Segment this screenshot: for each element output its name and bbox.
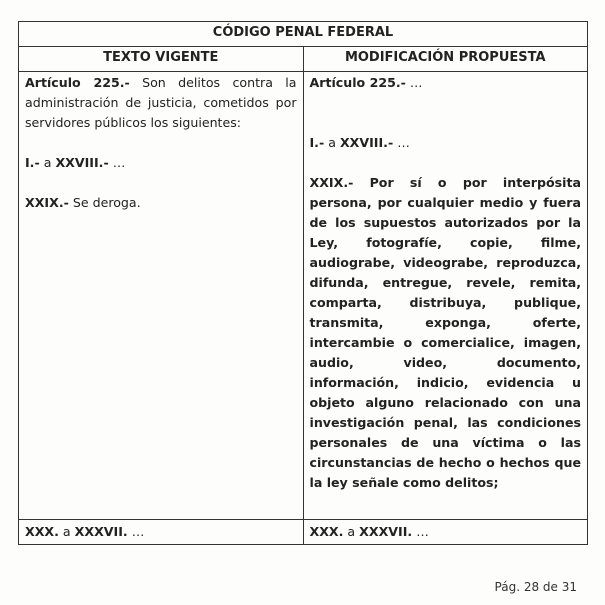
proposed-range-start: I.-: [309, 135, 325, 150]
page-number: Pág. 28 de 31: [494, 580, 577, 594]
proposed-range-mid: a: [324, 135, 340, 150]
current-final-tail: …: [127, 524, 145, 539]
proposed-final-mid: a: [343, 524, 360, 539]
current-article-text: Son delitos contra la administración de justicia, cometidos por servidores públicos los siguientes:: [25, 75, 297, 130]
proposed-final-tail: …: [412, 524, 429, 539]
current-xxix-text: Se deroga.: [68, 195, 141, 210]
proposed-final-end: XXXVII.: [359, 524, 413, 539]
proposed-xxix-label: XXIX.-: [309, 175, 354, 190]
current-final-mid: a: [58, 524, 75, 539]
current-article-paragraph: [25, 72, 297, 133]
proposed-article-paragraph: [310, 72, 582, 93]
current-final-end: XXXVII.: [74, 524, 128, 539]
proposed-article-text: …: [405, 75, 423, 90]
proposed-text-cell: [303, 72, 588, 520]
proposed-xxix-text: Por sí o por interpósita persona, por cualquier medio y fuera de los supuestos autorizados por la Ley, fotografíe, copie, filme, audiograbe, videograbe, reproduzca, difunda, entregue, revele, remita, comparta, distribuya, publique, transmita, exponga, oferte, intercambie o comercialice, imagen, audio, video, documento, información, indicio, evidencia u objeto alguno relacionado con una investigación penal, las condiciones personales de una víctima o las circunstancias de hecho o hechos que la ley señale como delitos;: [309, 175, 581, 490]
proposed-article-label: Artículo 225.-: [309, 75, 406, 90]
column-header-current: TEXTO VIGENTE: [19, 47, 304, 72]
proposed-final-range-cell: [303, 520, 588, 545]
current-text-cell: [19, 72, 304, 520]
current-range-mid: a: [39, 155, 56, 170]
current-article-label: Artículo 225.-: [25, 75, 130, 90]
current-fraction-xxix: [25, 193, 297, 213]
table-title: CÓDIGO PENAL FEDERAL: [19, 22, 588, 47]
proposed-fraction-range: [310, 133, 582, 153]
current-fraction-range: [25, 153, 297, 173]
proposed-range-end: XXVIII.-: [339, 135, 394, 150]
current-range-end: XXVIII.-: [55, 155, 109, 170]
current-final-range-cell: [19, 520, 304, 545]
proposed-range-tail: …: [393, 135, 410, 150]
comparison-table: [18, 21, 588, 545]
proposed-fraction-xxix: [310, 173, 582, 493]
current-range-start: I.-: [25, 155, 40, 170]
proposed-final-start: XXX.: [309, 524, 344, 539]
column-header-proposed: MODIFICACIÓN PROPUESTA: [303, 47, 588, 72]
current-range-tail: …: [108, 155, 126, 170]
current-final-start: XXX.: [25, 524, 59, 539]
current-xxix-label: XXIX.-: [25, 195, 69, 210]
